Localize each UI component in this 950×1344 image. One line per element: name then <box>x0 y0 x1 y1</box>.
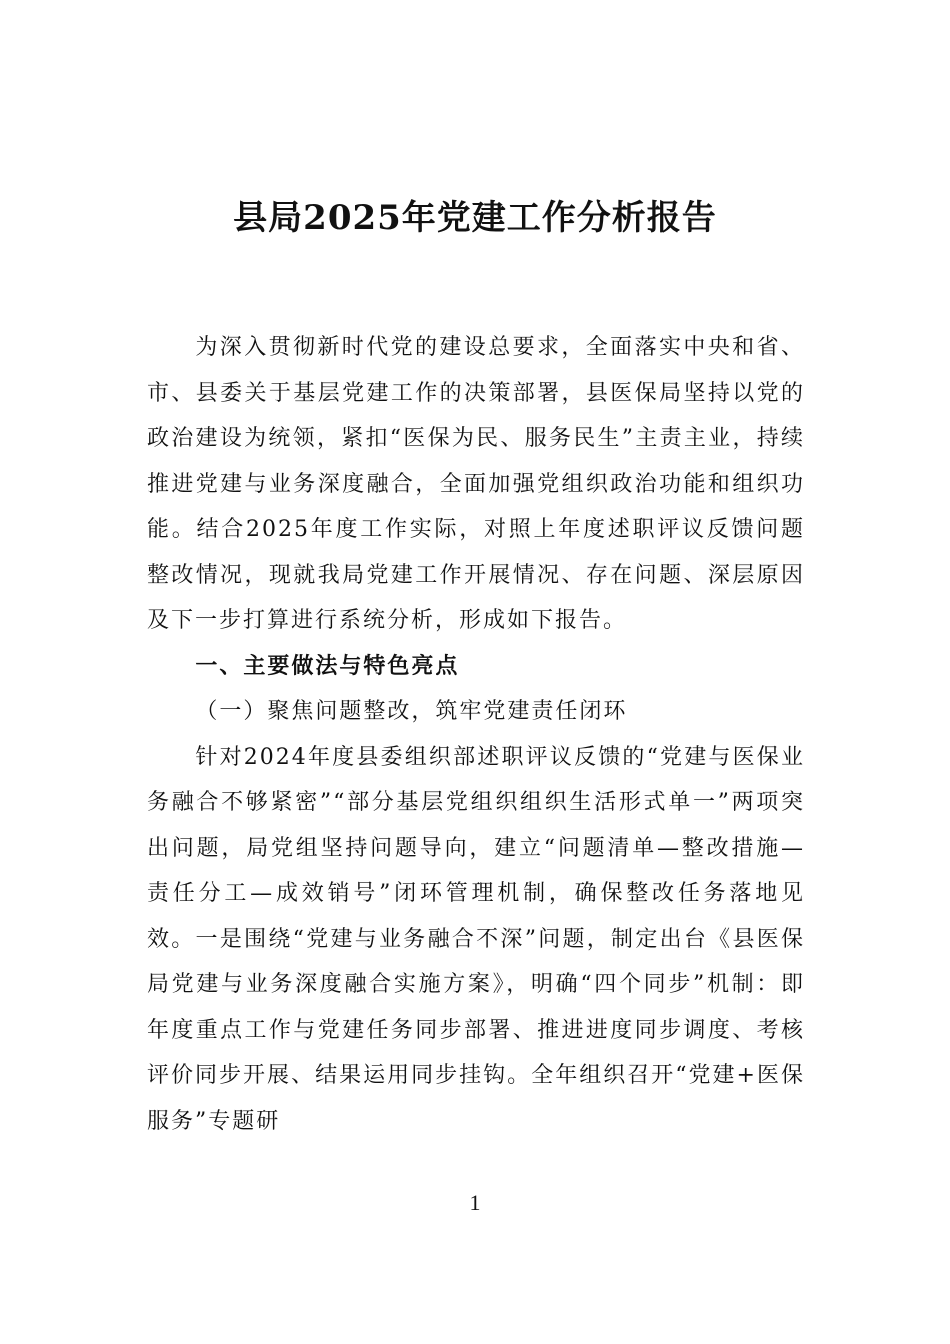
document-body <box>147 325 805 1144</box>
section-heading: 一、主要做法与特色亮点 <box>195 653 460 679</box>
subsection-heading: （一）聚焦问题整改，筑牢党建责任闭环 <box>195 699 628 724</box>
intro-paragraph: 为深入贯彻新时代党的建设总要求，全面落实中央和省、市、县委关于基层党建工作的决策部署，县医保局坚持以党的政治建设为统领，紧扣“医保为民、服务民生”主责主业，持续推进党建与业务深度融合，全面加强党组织政治功能和组织功能。结合2025年度工作实际，对照上年度述职评议反馈问题整改情况，现就我局党建工作开展情况、存在问题、深层原因及下一步打算进行系统分析，形成如下报告。 <box>147 335 805 633</box>
subsection-paragraph: 针对2024年度县委组织部述职评议反馈的“党建与医保业务融合不够紧密”“部分基层党组织组织生活形式单一”两项突出问题，局党组坚持问题导向，建立“问题清单—整改措施—责任分工—成效销号”闭环管理机制，确保整改任务落地见效。一是围绕“党建与业务融合不深”问题，制定出台《县医保局党建与业务深度融合实施方案》，明确“四个同步”机制：即年度重点工作与党建任务同步部署、推进进度同步调度、考核评价同步开展、结果运用同步挂钩。全年组织召开“党建+医保服务”专题研 <box>147 744 805 1134</box>
page-number: 1 <box>469 1190 481 1215</box>
document-title: 县局2025年党建工作分析报告 <box>233 198 717 238</box>
